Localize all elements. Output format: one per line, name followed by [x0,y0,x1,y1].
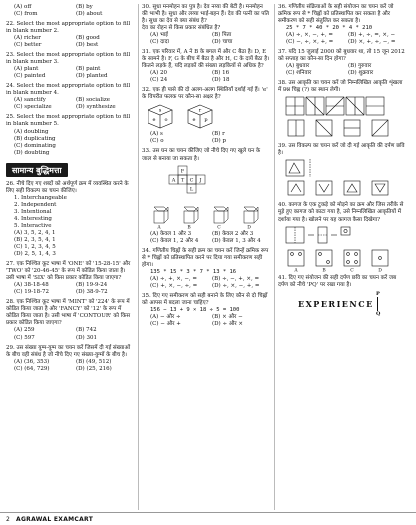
option-c: (C) 24 [150,77,168,84]
question-text: 41. दिए गए संयोजन की सही दर्पण छवि का चयन करें जब दर्पण को नीचे 'PQ' पर रखा गया है। [278,274,397,288]
option-a: (A) − और ÷ [150,313,181,320]
option-b: (B) पिता [212,32,232,39]
cube-option-4 [244,207,258,223]
option-b: (B) (49, 512) [76,358,112,365]
column-3 [278,4,406,320]
dice-2-right: p [204,117,208,124]
question-36 [278,4,406,46]
question-text: 23. Select the most appropriate option to fill in blank number 3. [6,52,131,66]
option-d: (D) p [212,138,226,145]
list-item: 2. Independent [14,201,57,208]
question-33 [142,148,270,244]
option-d: (D) (25, 216) [76,365,112,372]
option-c: (C) शनिवार [286,70,312,77]
option-c: (C) dominating [14,142,56,149]
option-d: (D) planted [76,73,108,80]
column-divider [138,4,139,510]
question-text: 24. Select the most appropriate option to fill in blank number 4. [6,83,131,97]
cube-label: D [247,225,251,229]
option-c: (C) better [14,42,42,49]
dice-2-left: e [192,117,196,124]
option-d: (D) 301 [76,334,97,341]
mirror-label-p: P [376,290,380,297]
option-b: (B) ÷, −, +, ×, = [212,275,260,282]
option-a: (A) (36, 353) [14,358,50,365]
net-face: T [180,177,185,184]
dice-1-left: e [152,117,156,124]
option-c: (C) केवल 1, 2 और 4 [150,237,199,244]
question-26 [6,181,134,258]
question-prompt: देव का रोहन से किस प्रकार संबंधित है? [142,25,221,32]
question-text: 36. गणितीय संक्रियाओं के सही संयोजन का चयन करें जो क्रमिक रूप से * चिह्नों को प्रतिस्थापित कर सकता है और समीकरण को सही संतुलित कर सकता है। [278,4,394,25]
question-text: 33. उस घन का चयन कीजिए जो नीचे दिए गए खुले घन के जाल से बनाया जा सकता है। [142,148,261,162]
list-item: 5. Interactive [14,223,52,230]
question-text: 35. दिए गए समीकरण को सही बनाने के लिए कौन से दो चिह्नों को आपस में बदला जाना चाहिए? [142,292,268,306]
cube-net-figure [148,165,270,203]
net-face: L [189,186,194,193]
net-face: F [180,168,185,175]
net-face: A [171,177,176,184]
option-d: (D) ÷, ×, −, +, = [212,282,260,289]
question-text: 38. उस आकृति का चयन करें जो निम्नलिखित आकृति शृंखला में प्रश्न चिह्न (?) का स्थान लेगी। [278,80,403,94]
option-c: (C) (64, 729) [14,365,50,372]
option-a: (A) केवल 1 और 3 [150,230,192,237]
option-c: (C) 597 [14,334,35,341]
option-a: (A) s [150,131,163,138]
option-c: (C) दादा [150,39,169,46]
option-d: (D) ×, +, ÷, −, = [348,39,396,46]
question-35 [142,293,270,328]
figure-label: D [378,268,382,272]
dice-1-top: s [158,107,162,114]
question-22 [6,21,134,49]
cube-label: C [217,225,221,229]
option-b: (B) r [212,131,225,138]
option-c: (C) − और + [150,320,181,327]
option-a: (A) 20 [150,70,168,77]
question-23 [6,52,134,80]
option-a: (A) ÷, +, ×, −, = [150,275,198,282]
mirror-label-q: Q [376,310,381,317]
option-c: (C) −, ÷, ×, +, = [286,39,334,46]
column-divider [274,4,275,510]
option-a: (A) richer [14,35,41,42]
cube-option-2 [184,207,198,223]
question-text: 27. एक निश्चित कूट भाषा में 'ONE' को '15-28-15' और 'TWO' को '20-46-45' के रूप में कोडित किया जाता है। उसी भाषा में 'SIX' को किस प्रकार कोडित किया जाएगा? [6,261,131,282]
question-text: 32. एक ही पासे की दो अलग-अलग स्थितियाँ दर्शाई गई हैं। 'e' के विपरीत फलक पर कौन-सा अक्षर है? [142,87,268,101]
option-d: (D) doubting [14,149,50,156]
page-number: 2 [6,516,10,523]
option-a: (A) भाई [150,32,169,39]
option-d: (D) ÷ और × [212,320,244,327]
question-21-options [6,4,134,18]
option-d: (D) शुक्रवार [348,70,374,77]
cube-option-3 [214,207,228,223]
option-b: (B) socialize [76,97,111,104]
figure-series [284,96,406,140]
option-b: (B) 19-9-24 [76,282,108,289]
option-b: (B) केवल 2 और 3 [212,230,254,237]
paper-folding-figure [284,226,406,272]
option-b: (B) 2, 3, 5, 4, 1 [14,237,56,244]
question-31 [142,49,270,84]
mirror-word: EXPERIENCE [298,298,374,309]
mirror-word-figure [284,291,406,317]
section-heading: सामान्य बुद्धिमत्ता [6,163,68,177]
option-a: (A) 38-18-48 [14,282,49,289]
question-text: 30. सुधा मनमोहन का पुत्र है। देव नय्या की बेटी है। मनमोहन की भाभी है। सुधा और लय्या भाई-बहन हैं। देव की पत्नी का पति है। सुधा का देव से क्या संबंध है? [142,4,269,25]
option-c: (C) 1, 2, 3, 4, 5 [14,244,56,251]
question-text: 22. Select the most appropriate option to fill in blank number 2. [6,21,131,35]
cube-options-figure [148,205,270,229]
option-c: (C) o [150,138,164,145]
option-a: (A) ÷, ×, −, +, = [286,32,334,39]
figure-label: A [294,268,298,272]
option-c: (C) specialize [14,104,52,111]
column-2 [142,4,270,331]
page-footer [0,512,416,525]
option-b: (B) × और − [212,313,243,320]
option-d: (D) best [76,42,99,49]
figure-label: C [350,268,354,272]
question-text: 26. नीचे दिए गए शब्दों को अर्थपूर्ण क्रम में व्यवस्थित करने के लिए सही विकल्प का चयन कीजिए। [6,180,129,194]
question-text: 31. एक परिवार में, A ने B के बगल में और C बैठा है। D, E के सामने है। F, G के बीच में बैठा है और H, C के दायें बैठा है। कितने लड़के हैं, यदि लड़कों की संख्या लड़कियों से अधिक है? [142,49,270,70]
question-text: 25. Select the most appropriate option to fill in blank number 5. [6,114,131,128]
question-text: 40. कागज के एक टुकड़े को मोड़ने का क्रम और जिस तरीके से मुड़े हुए कागज को काटा गया है, उसे निम्नलिखित आकृतियों में दर्शाया गया है। खोलने पर यह कागज कैसा दिखेगा? [278,202,404,223]
question-text: 29. उस संख्या युग्म-युग्म का चयन करें जिसमें दी गई संख्याओं के बीच वही संबंध है जो नीचे दिए गए संख्या-युग्मों के बीच है। [6,344,131,358]
figure-label: B [322,268,326,272]
dice-1-right: o [164,117,168,124]
option-a: (A) plant [14,66,39,73]
option-b: (B) गुरुवार [348,63,372,70]
question-34 [142,248,270,290]
option-c: (C) 19-18-72 [14,289,49,296]
question-24 [6,83,134,111]
equation: 156 − 13 + 9 × 18 ÷ 5 = 100 [150,306,240,313]
question-29 [6,345,134,373]
question-37 [278,49,406,77]
option-d: (D) 2, 5, 1, 4, 3 [14,251,56,258]
cube-label: B [187,225,191,229]
question-text: 28. एक निश्चित कूट भाषा में 'MINT' को '224' के रूप में कोडित किया जाता है और 'FANCY' को '12' के रूप में कोडित किया जाता है। उसी भाषा में 'CONTOUR' को किस प्रकार कोडित किया जाएगा? [6,299,131,327]
option-c: (C) from [14,11,38,18]
brand-name: AGRAWAL EXAMCART [16,516,94,523]
option-d: (D) synthesize [76,104,116,111]
question-text: 39. उस विकल्प का चयन करें जो दी गई आकृति की दर्पण छवि है। [278,143,405,157]
option-d: (D) about [76,11,103,18]
list-item: 4. Interesting [14,216,52,223]
question-27 [6,261,134,296]
option-b: (B) paint [76,66,101,73]
question-38 [278,80,406,140]
question-25 [6,114,134,156]
option-b: (B) +, ÷, =, ×, − [348,32,396,39]
cube-label: A [157,225,161,229]
question-41 [278,275,406,317]
option-b: (B) good [76,35,100,42]
question-32 [142,87,270,145]
net-face: J [199,177,202,184]
equation: 135 * 15 * 3 * 7 * 13 * 16 [150,268,237,275]
question-40 [278,202,406,271]
option-a: (A) बुधवार [286,63,310,70]
option-a: (A) 259 [14,327,35,334]
question-28 [6,299,134,341]
option-b: (B) by [76,4,93,10]
option-d: (D) 38-9-72 [76,289,108,296]
option-a: (A) doubling [14,128,49,135]
mirror-line [377,297,378,311]
dice-2-top: r [198,107,202,114]
option-d: (D) केवल 1, 3 और 4 [212,237,261,244]
page [6,4,410,512]
list-item: 3. Intentional [14,208,52,215]
option-c: (C) painted [14,73,46,80]
option-b: (B) duplicating [14,135,56,142]
question-30 [142,4,270,46]
cube-option-1 [154,207,168,223]
option-d: (D) 18 [212,77,230,84]
list-item: 1. Interchangeable [14,194,67,201]
equation: 25 * 7 * 40 * 20 * 4 * 210 [286,25,373,32]
question-39 [278,143,406,199]
option-a: (A) off [14,4,32,10]
option-a: (A) 3, 5, 2, 4, 1 [14,230,56,237]
option-d: (D) चाचा [212,39,233,46]
option-b: (B) 742 [76,327,97,334]
dice-figure [148,103,270,129]
column-1 [6,4,134,376]
question-text: 34. गणितीय चिह्नों के सही क्रम का चयन करें जिन्हें क्रमिक रूप से * चिह्नों को प्रतिस्थापित करने पर दिया गया समीकरण सही होगा। [142,247,269,268]
option-c: (C) +, ×, −, ÷, = [150,282,198,289]
net-face: C [189,177,194,184]
mirror-figure [284,159,406,199]
option-b: (B) 16 [212,70,230,77]
question-text: 37. यदि 15 जुलाई 2000 को बुधवार था, तो 15 जून 2012 को सप्ताह का कौन-सा दिन होगा? [278,49,405,63]
option-a: (A) sanctify [14,97,46,104]
